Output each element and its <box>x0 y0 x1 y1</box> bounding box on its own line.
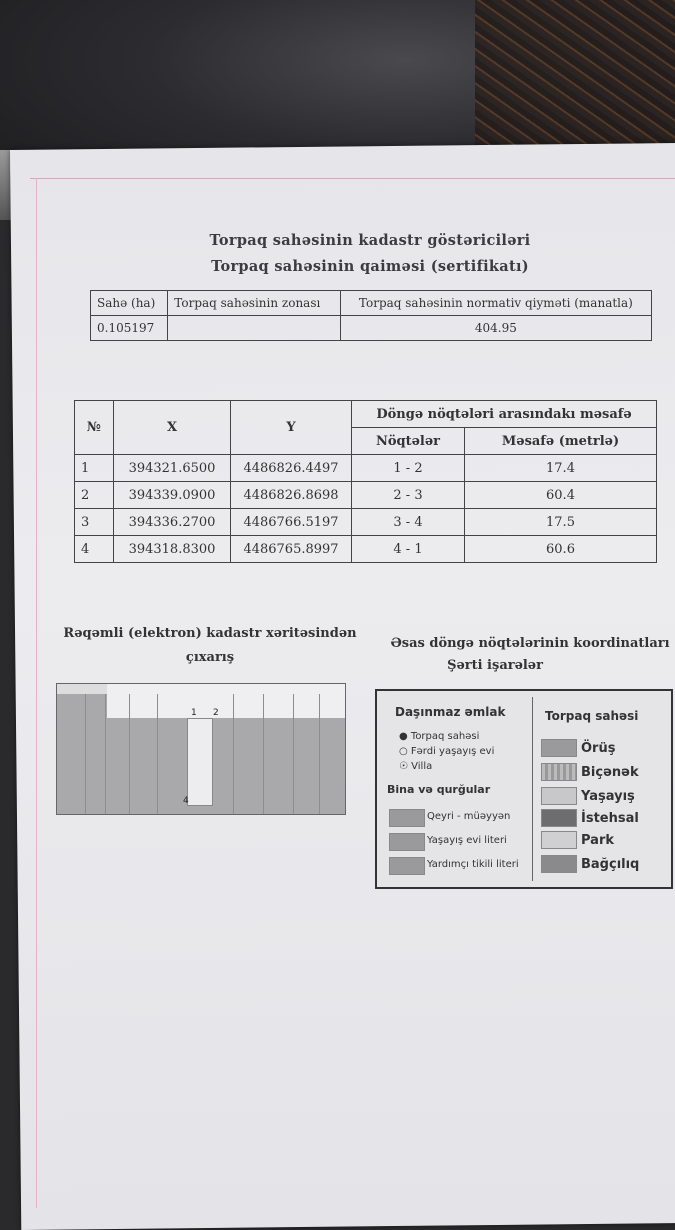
swatch-residential-liter <box>389 833 425 851</box>
header-y: Y <box>231 401 352 455</box>
land-plot-outline <box>187 718 213 806</box>
header-distance-group: Döngə nöqtələri arasındakı məsafə <box>352 401 657 428</box>
swatch-pasture <box>541 739 577 757</box>
point-label-4: 4 <box>183 796 189 806</box>
cell-points: 1 - 2 <box>352 455 465 482</box>
cell-y: 4486766.5197 <box>231 509 352 536</box>
cell-no: 1 <box>75 455 114 482</box>
cell-y: 4486765.8997 <box>231 536 352 563</box>
parcel-boundary <box>319 694 320 814</box>
legend-item-land: ● Torpaq sahəsi <box>399 731 480 742</box>
map-heading-line1: Rəqəmli (elektron) kadastr xəritəsindən <box>63 626 357 641</box>
header-points: Nöqtələr <box>352 428 465 455</box>
point-label-1: 1 <box>191 708 197 718</box>
cadastral-map-extract <box>56 683 346 815</box>
parcel-boundary <box>105 694 106 814</box>
seat-fabric <box>475 0 675 160</box>
doc-subtitle: Torpaq sahəsinin qaiməsi (sertifikatı) <box>211 258 529 275</box>
legend-land-4: İstehsal <box>581 811 639 826</box>
cell-zone <box>168 316 340 341</box>
cell-distance: 60.6 <box>465 536 657 563</box>
legend-bina-3: Yardımçı tikili literi <box>427 859 519 870</box>
header-no: № <box>75 401 114 455</box>
cell-distance: 17.5 <box>465 509 657 536</box>
header-x: X <box>114 401 231 455</box>
cell-price: 404.95 <box>340 316 651 341</box>
cell-x: 394339.0900 <box>114 482 231 509</box>
pink-border-top <box>30 178 675 179</box>
cell-points: 4 - 1 <box>352 536 465 563</box>
cell-distance: 17.4 <box>465 455 657 482</box>
legend-bina-1: Qeyri - müəyyən <box>427 811 511 822</box>
legend-land-5: Park <box>581 833 615 848</box>
swatch-hayfield <box>541 763 577 781</box>
table-row <box>75 536 657 563</box>
legend-header-property: Daşınmaz əmlak <box>395 705 506 719</box>
header-zone: Torpaq sahəsinin zonası <box>168 291 340 316</box>
legend-item-house: ○ Fərdi yaşayış evi <box>399 746 495 757</box>
parcel-boundary <box>157 694 158 814</box>
cell-x: 394318.8300 <box>114 536 231 563</box>
header-area: Sahə (ha) <box>91 291 168 316</box>
table-row <box>75 509 657 536</box>
cell-y: 4486826.8698 <box>231 482 352 509</box>
legend-box <box>375 689 673 889</box>
legend-land-3: Yaşayış <box>581 789 635 804</box>
swatch-undefined <box>389 809 425 827</box>
swatch-industrial <box>541 809 577 827</box>
cell-distance: 60.4 <box>465 482 657 509</box>
cell-points: 3 - 4 <box>352 509 465 536</box>
header-distance: Məsafə (metrlə) <box>465 428 657 455</box>
doc-title: Torpaq sahəsinin kadastr göstəriciləri <box>209 232 531 249</box>
cell-x: 394321.6500 <box>114 455 231 482</box>
coords-heading: Əsas döngə nöqtələrinin koordinatları <box>390 636 670 651</box>
cell-area: 0.105197 <box>91 316 168 341</box>
cell-y: 4486826.4497 <box>231 455 352 482</box>
cell-no: 4 <box>75 536 114 563</box>
table-row <box>75 482 657 509</box>
legend-heading: Şərti işarələr <box>447 658 543 673</box>
legend-land-1: Örüş <box>581 741 616 756</box>
cell-x: 394336.2700 <box>114 509 231 536</box>
point-label-2: 2 <box>213 708 219 718</box>
legend-header-land: Torpaq sahəsi <box>545 709 639 723</box>
swatch-residential <box>541 787 577 805</box>
parcel-boundary <box>293 694 294 814</box>
value-table <box>90 290 652 341</box>
coordinates-table <box>74 400 657 563</box>
swatch-auxiliary-liter <box>389 857 425 875</box>
cell-points: 2 - 3 <box>352 482 465 509</box>
swatch-park <box>541 831 577 849</box>
legend-land-6: Bağçılıq <box>581 857 640 872</box>
parcel-boundary <box>263 694 264 814</box>
legend-bina-2: Yaşayış evi literi <box>427 835 507 846</box>
parcel-boundary <box>85 694 86 814</box>
cell-no: 3 <box>75 509 114 536</box>
table-row <box>75 455 657 482</box>
header-price: Torpaq sahəsinin normativ qiyməti (manatla) <box>340 291 651 316</box>
pink-border-left <box>36 178 37 1208</box>
legend-land-2: Biçənək <box>581 765 639 780</box>
parcel-boundary <box>129 694 130 814</box>
map-blank-corner <box>57 684 109 694</box>
parcel-boundary <box>233 694 234 814</box>
cell-no: 2 <box>75 482 114 509</box>
map-heading-line2: çıxarış <box>185 650 235 665</box>
swatch-orchard <box>541 855 577 873</box>
map-blank-area <box>107 684 345 718</box>
legend-item-villa: ☉ Villa <box>399 761 433 772</box>
legend-header-buildings: Bina və qurğular <box>387 783 491 796</box>
legend-divider <box>532 697 533 881</box>
